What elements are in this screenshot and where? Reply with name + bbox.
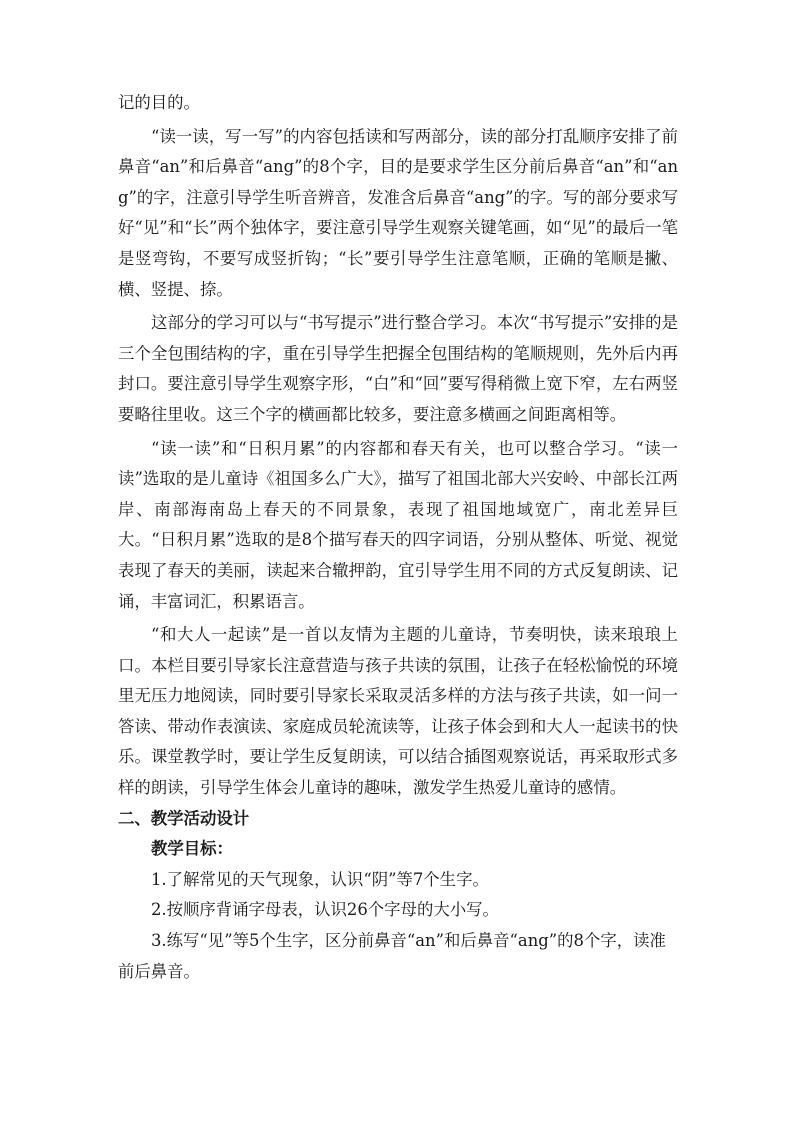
document-page: [118, 88, 678, 987]
paragraph-writing-tips: 这部分的学习可以与“书写提示”进行整合学习。本次“书写提示”安排的是三个全包围结构的字，重在引导学生把握全包围结构的笔顺规则，先外后内再封口。要注意引导学生观察字形，“白”和“回”要写得稍微上宽下窄，左右两竖要略往里收。这三个字的横画都比较多，要注意多横画之间距离相等。: [118, 313, 678, 424]
objective-item-1: 1.了解常见的天气现象，认识“阴”等7个生字。: [151, 869, 489, 889]
paragraph-continuation: 记的目的。: [118, 93, 200, 112]
section-subheading: 教学目标：: [151, 839, 233, 859]
objective-item-3: 3.练写“见”等5个生字，区分前鼻音“an”和后鼻音“ang”的8个字，读准前后鼻音。: [118, 931, 666, 981]
paragraph-read-write: “读一读，写一写”的内容包括读和写两部分，读的部分打乱顺序安排了前鼻音“an”和后鼻音“ang”的8个字，目的是要求学生区分前后鼻音“an”和“ang”的字，注意引导学生听音辨音，发准含后鼻音“ang”的字。写的部分要求写好“见”和“长”两个独体字，要注意引导学生观察关键笔画，如“见”的最后一笔是竖弯钩，不要写成竖折钩；“长”要引导学生注意笔顺，正确的笔顺是撇、横、竖提、捺。: [118, 126, 678, 299]
section-heading: 二、教学活动设计: [118, 808, 250, 828]
paragraph-read-with-adults: “和大人一起读”是一首以友情为主题的儿童诗，节奏明快，读来琅琅上口。本栏目要引导家长注意营造与孩子共读的氛围，让孩子在轻松愉悦的环境里无压力地阅读，同时要引导家长采取灵活多样的方法与孩子共读，如一问一答读、带动作表演读、家庭成员轮流读等，让孩子体会到和大人一起读书的快乐。课堂教学时，要让学生反复朗读，可以结合插图观察说话，再采取形式多样的朗读，引导学生体会儿童诗的趣味，激发学生热爱儿童诗的感情。: [118, 625, 678, 798]
objective-item-2: 2.按顺序背诵字母表，认识26个字母的大小写。: [151, 900, 499, 920]
paragraph-read-and-accumulate: “读一读”和“日积月累”的内容都和春天有关，也可以整合学习。“读一读”选取的是儿童诗《祖国多么广大》，描写了祖国北部大兴安岭、中部长江两岸、南部海南岛上春天的不同景象，表现了祖国地域宽广，南北差异巨大。“日积月累”选取的是8个描写春天的四字词语，分别从整体、听觉、视觉表现了春天的美丽，读起来合辙押韵，宜引导学生用不同的方式反复朗读、记诵，丰富词汇，积累语言。: [118, 438, 678, 611]
